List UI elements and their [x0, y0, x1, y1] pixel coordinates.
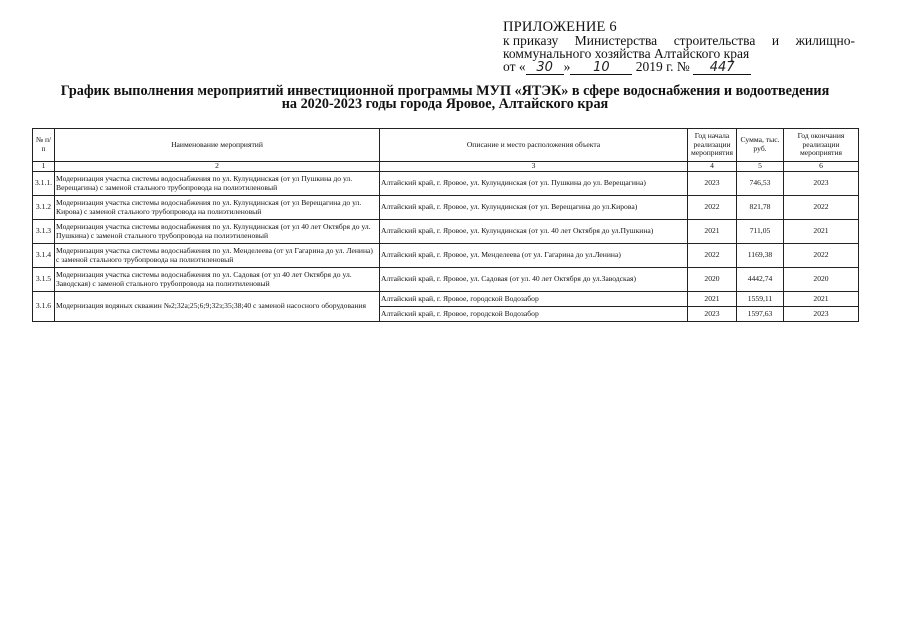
- row-name: Модернизация участка системы водоснабжения по ул. Менделеева (от ул Гагарина до ул. Ленина) с заменой стального трубопровода на полиэтиленовый: [55, 244, 380, 268]
- row-description: Алтайский край, г. Яровое, ул. Садовая (от ул. 40 лет Октября до ул.Заводская): [380, 268, 688, 292]
- date-separator: »: [563, 59, 571, 74]
- row-end-year: 2023: [784, 307, 859, 322]
- row-description: Алтайский край, г. Яровое, ул. Кулундинская (от ул. Пушкина до ул. Верещагина): [380, 172, 688, 196]
- appendix-word: Министерства: [574, 33, 658, 48]
- title-line-1: График выполнения мероприятий инвестиционной программы МУП «ЯТЭК» в сфере водоснабжения и водоотведения: [60, 83, 830, 99]
- row-end-year: 2022: [784, 196, 859, 220]
- row-sum: 746,53: [737, 172, 784, 196]
- row-num: 3.1.4: [33, 244, 55, 268]
- row-num: 3.1.1.: [33, 172, 55, 196]
- row-start-year: 2021: [688, 220, 737, 244]
- row-start-year: 2023: [688, 172, 737, 196]
- row-end-year: 2021: [784, 292, 859, 307]
- appendix-word: к приказу: [503, 33, 559, 48]
- header-description: Описание и место расположения объекта: [380, 129, 688, 162]
- row-name: Модернизация участка системы водоснабжения по ул. Кулундинская (от ул 40 лет Октября до ул. Пушкина) с заменой стального трубопровода на полиэтиленовый: [55, 220, 380, 244]
- row-end-year: 2020: [784, 268, 859, 292]
- row-num: 3.1.3: [33, 220, 55, 244]
- header-name: Наименование мероприятий: [55, 129, 380, 162]
- row-name: Модернизация участка системы водоснабжения по ул. Кулундинская (от ул Пушкина до ул. Верещагина) с заменой стального трубопровода на полиэтиленовый: [55, 172, 380, 196]
- row-num: 3.1.6: [33, 292, 55, 322]
- appendix-date-line: [503, 60, 855, 75]
- row-start-year: 2021: [688, 292, 737, 307]
- row-sum: 711,05: [737, 220, 784, 244]
- row-description: Алтайский край, г. Яровое, ул. Кулундинская (от ул. Верещагина до ул.Кирова): [380, 196, 688, 220]
- row-sum: 1559,11: [737, 292, 784, 307]
- row-start-year: 2022: [688, 244, 737, 268]
- row-start-year: 2023: [688, 307, 737, 322]
- column-number: 4: [688, 162, 737, 172]
- appendix-word: строительства: [673, 33, 756, 48]
- table-row: [33, 268, 859, 292]
- date-prefix: от «: [503, 59, 526, 74]
- row-name: Модернизация водяных скважин №2;32а;25;6;9;32з;35;38;40 с заменой насосного оборудования: [55, 292, 380, 322]
- header-end-year: Год окончания реализации мероприятия: [784, 129, 859, 162]
- row-start-year: 2020: [688, 268, 737, 292]
- row-name: Модернизация участка системы водоснабжения по ул. Садовая (от ул 40 лет Октября до ул. Заводская) с заменой стального трубопровода на полиэтиленовый: [55, 268, 380, 292]
- row-end-year: 2021: [784, 220, 859, 244]
- column-number: 6: [784, 162, 859, 172]
- row-sum: 4442,74: [737, 268, 784, 292]
- header-start-year: Год начала реализации мероприятия: [688, 129, 737, 162]
- appendix-word: и: [771, 33, 780, 48]
- header-num: № п/п: [33, 129, 55, 162]
- appendix-heading: ПРИЛОЖЕНИЕ 6: [503, 19, 617, 35]
- handwritten-order-number: 447: [693, 62, 751, 75]
- row-name: Модернизация участка системы водоснабжения по ул. Кулундинская (от ул Верещагина до ул. Кирова) с заменой стального трубопровода на полиэтиленовый: [55, 196, 380, 220]
- column-number: 5: [737, 162, 784, 172]
- column-number-row: [33, 162, 859, 172]
- table-row: [33, 292, 859, 307]
- schedule-table: [32, 128, 859, 322]
- date-year: 2019 г. №: [635, 59, 690, 74]
- column-number: 2: [55, 162, 380, 172]
- row-end-year: 2023: [784, 172, 859, 196]
- document-title: [30, 85, 860, 111]
- row-description: Алтайский край, г. Яровое, городской Водозабор: [380, 292, 688, 307]
- row-sum: 1169,38: [737, 244, 784, 268]
- table-row: [33, 244, 859, 268]
- handwritten-day: 30: [526, 62, 564, 75]
- handwritten-month: 10: [570, 62, 632, 75]
- row-start-year: 2022: [688, 196, 737, 220]
- row-num: 3.1.5: [33, 268, 55, 292]
- column-number: 1: [33, 162, 55, 172]
- row-end-year: 2022: [784, 244, 859, 268]
- row-num: 3.1.2: [33, 196, 55, 220]
- row-description: Алтайский край, г. Яровое, ул. Кулундинская (от ул. 40 лет Октября до ул.Пушкина): [380, 220, 688, 244]
- appendix-line-2: коммунального хозяйства Алтайского края: [503, 46, 750, 61]
- appendix-block: [503, 21, 855, 75]
- table-row: [33, 220, 859, 244]
- row-description: Алтайский край, г. Яровое, городской Водозабор: [380, 307, 688, 322]
- table-row: [33, 196, 859, 220]
- row-description: Алтайский край, г. Яровое, ул. Менделеева (от ул. Гагарина до ул.Ленина): [380, 244, 688, 268]
- header-sum: Сумма, тыс. руб.: [737, 129, 784, 162]
- title-line-2: на 2020-2023 годы города Яровое, Алтайского края: [281, 96, 609, 112]
- column-number: 3: [380, 162, 688, 172]
- appendix-word: жилищно-: [795, 33, 855, 48]
- table-row: [33, 172, 859, 196]
- row-sum: 821,78: [737, 196, 784, 220]
- row-sum: 1597,63: [737, 307, 784, 322]
- table-header-row: [33, 129, 859, 162]
